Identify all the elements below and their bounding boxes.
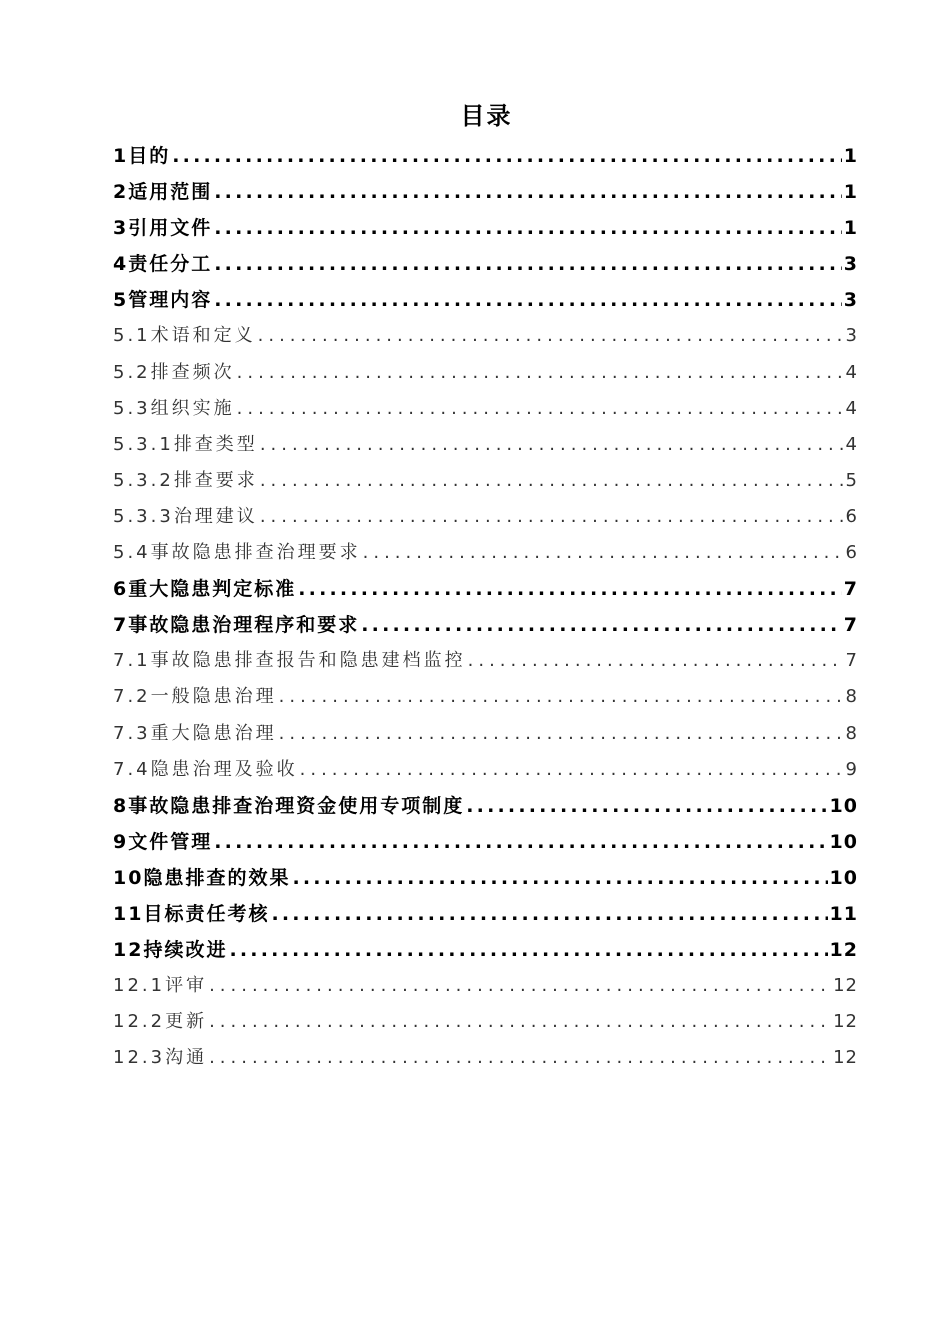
toc-entry-title: 术语和定义 [150, 325, 256, 347]
toc-entry-page: 12 [829, 939, 858, 962]
toc-dot-leader [279, 716, 844, 752]
toc-dot-leader [292, 860, 827, 896]
toc-entry-title: 评审 [165, 975, 208, 997]
toc-entry-page: 6 [845, 542, 858, 564]
toc-entry[interactable] [113, 282, 858, 318]
toc-entry-number: 7.1 [113, 650, 151, 672]
toc-entry[interactable] [113, 788, 858, 824]
toc-entry-number: 5.4 [113, 542, 151, 564]
toc-entry[interactable] [113, 174, 858, 210]
toc-entry-page: 5 [845, 469, 858, 491]
toc-entry-page: 10 [829, 830, 858, 853]
toc-entry-number: 5.3.2 [113, 469, 174, 491]
toc-dot-leader [466, 788, 827, 824]
toc-entry[interactable] [113, 968, 858, 1004]
toc-entry-number: 6 [113, 578, 129, 601]
toc-dot-leader [237, 355, 844, 391]
toc-entry-number: 7.3 [113, 722, 151, 744]
toc-entry-number: 5.3.3 [113, 505, 174, 527]
toc-entry-title: 更新 [165, 1011, 208, 1033]
toc-dot-leader [209, 1004, 831, 1040]
toc-entry-number: 10 [113, 866, 144, 889]
toc-entry-page: 8 [845, 686, 858, 708]
toc-dot-leader [271, 896, 827, 932]
toc-entry-title: 持续改进 [143, 939, 228, 962]
toc-entry-title: 事故隐患排查报告和隐患建档监控 [150, 650, 466, 672]
toc-entry[interactable] [113, 679, 858, 715]
toc-entry-number: 5.1 [113, 325, 151, 347]
toc-entry-page: 9 [845, 758, 858, 780]
toc-dot-leader [260, 427, 844, 463]
table-of-contents [113, 138, 858, 1076]
toc-entry-page: 1 [843, 145, 858, 167]
toc-entry-number: 12.1 [113, 975, 166, 997]
toc-entry-number: 3 [113, 217, 129, 240]
toc-entry[interactable] [113, 535, 858, 571]
toc-entry[interactable] [113, 752, 858, 788]
toc-entry-title: 隐患排查的效果 [143, 866, 291, 889]
toc-entry-title: 责任分工 [128, 253, 213, 276]
toc-dot-leader [260, 499, 844, 535]
toc-entry[interactable] [113, 499, 858, 535]
toc-dot-leader [229, 932, 827, 968]
toc-entry-page: 10 [829, 794, 858, 817]
toc-entry-title: 排查类型 [173, 433, 258, 455]
toc-entry-page: 1 [843, 181, 858, 204]
toc-entry-page: 11 [829, 902, 858, 925]
toc-entry-number: 5.3.1 [113, 433, 174, 455]
toc-dot-leader [279, 679, 844, 715]
toc-dot-leader [468, 643, 844, 679]
toc-entry-number: 7 [113, 614, 129, 637]
toc-entry[interactable] [113, 463, 858, 499]
toc-entry-title: 排查频次 [150, 361, 235, 383]
toc-dot-leader [214, 246, 842, 282]
toc-entry[interactable] [113, 860, 858, 896]
toc-entry[interactable] [113, 427, 858, 463]
toc-dot-leader [214, 210, 842, 246]
toc-entry-number: 7.2 [113, 686, 151, 708]
toc-entry-page: 4 [845, 397, 858, 419]
toc-dot-leader [361, 607, 842, 643]
toc-dot-leader [172, 138, 842, 174]
toc-entry-page: 3 [843, 253, 858, 276]
toc-entry-number: 5 [113, 289, 129, 312]
toc-entry-title: 重大隐患治理 [150, 722, 277, 744]
toc-entry-page: 7 [843, 578, 858, 601]
toc-entry[interactable] [113, 716, 858, 752]
toc-dot-leader [298, 571, 842, 607]
toc-entry-title: 隐患治理及验收 [150, 758, 298, 780]
toc-entry-title: 治理建议 [173, 505, 258, 527]
toc-entry[interactable] [113, 1004, 858, 1040]
toc-entry-title: 组织实施 [150, 397, 235, 419]
toc-entry-title: 目的 [128, 145, 171, 167]
toc-entry-title: 事故隐患治理程序和要求 [128, 614, 360, 637]
toc-entry-title: 引用文件 [128, 217, 213, 240]
toc-entry-title: 文件管理 [128, 830, 213, 853]
toc-entry-page: 3 [845, 325, 858, 347]
toc-entry[interactable] [113, 138, 858, 174]
toc-dot-leader [237, 391, 844, 427]
toc-entry[interactable] [113, 643, 858, 679]
toc-entry-number: 9 [113, 830, 129, 853]
toc-entry-number: 4 [113, 253, 129, 276]
toc-entry-page: 6 [845, 505, 858, 527]
toc-entry-page: 12 [833, 975, 858, 997]
toc-entry[interactable] [113, 824, 858, 860]
toc-entry[interactable] [113, 607, 858, 643]
toc-entry-page: 1 [843, 217, 858, 240]
toc-entry-page: 7 [843, 614, 858, 637]
toc-entry[interactable] [113, 932, 858, 968]
toc-entry-number: 12.2 [113, 1011, 166, 1033]
toc-entry-title: 重大隐患判定标准 [128, 578, 297, 601]
toc-dot-leader [260, 463, 844, 499]
toc-entry[interactable] [113, 355, 858, 391]
toc-entry-page: 7 [845, 650, 858, 672]
toc-entry-title: 事故隐患排查治理要求 [150, 542, 361, 564]
toc-entry-number: 12 [113, 939, 144, 962]
toc-entry[interactable] [113, 571, 858, 607]
toc-entry-page: 12 [833, 1011, 858, 1033]
toc-entry-page: 4 [845, 361, 858, 383]
toc-entry[interactable] [113, 391, 858, 427]
toc-entry-title: 一般隐患治理 [150, 686, 277, 708]
toc-entry-page: 4 [845, 433, 858, 455]
toc-entry-title: 目标责任考核 [143, 902, 270, 925]
toc-entry[interactable] [113, 210, 858, 246]
toc-entry-title: 沟通 [165, 1047, 208, 1069]
toc-dot-leader [209, 1040, 831, 1076]
toc-dot-leader [214, 824, 827, 860]
toc-entry-page: 8 [845, 722, 858, 744]
toc-title: 目录 [460, 102, 513, 130]
toc-dot-leader [214, 282, 842, 318]
toc-entry-title: 管理内容 [128, 289, 213, 312]
toc-dot-leader [258, 318, 844, 354]
toc-entry-number: 7.4 [113, 758, 151, 780]
toc-entry-page: 12 [833, 1047, 858, 1069]
toc-entry[interactable] [113, 318, 858, 354]
toc-entry-title: 适用范围 [128, 181, 213, 204]
toc-entry-title: 事故隐患排查治理资金使用专项制度 [128, 794, 465, 817]
toc-dot-leader [300, 752, 844, 788]
toc-entry-number: 2 [113, 181, 129, 204]
toc-entry-number: 12.3 [113, 1047, 166, 1069]
toc-entry-number: 5.3 [113, 397, 151, 419]
toc-entry-title: 排查要求 [173, 469, 258, 491]
toc-entry[interactable] [113, 1040, 858, 1076]
toc-entry-number: 5.2 [113, 361, 151, 383]
toc-entry-number: 1 [113, 145, 129, 167]
toc-dot-leader [363, 535, 844, 571]
toc-entry-page: 3 [843, 289, 858, 312]
toc-dot-leader [209, 968, 831, 1004]
toc-dot-leader [214, 174, 842, 210]
toc-entry-number: 11 [113, 902, 144, 925]
toc-entry-number: 8 [113, 794, 129, 817]
toc-entry[interactable] [113, 246, 858, 282]
toc-entry-page: 10 [829, 866, 858, 889]
toc-entry[interactable] [113, 896, 858, 932]
